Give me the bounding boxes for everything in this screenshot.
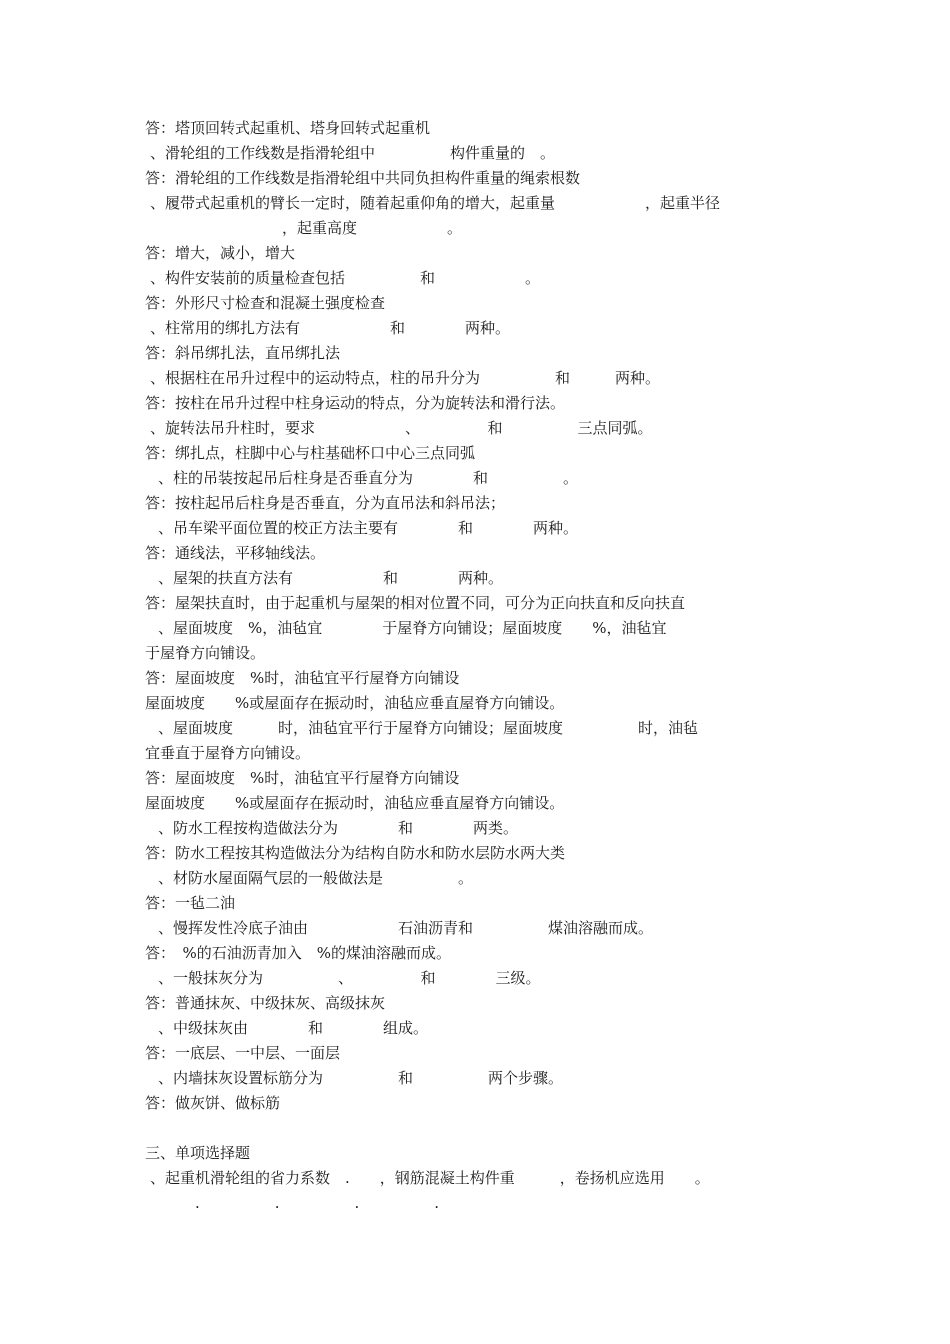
answer-line: 答：按柱在吊升过程中柱身运动的特点，分为旋转法和滑行法。	[145, 394, 566, 412]
question-line-continued: ，起重高度 。	[282, 219, 463, 237]
question-line-continued: 宜垂直于屋脊方向铺设。	[145, 744, 311, 762]
answer-line: 答：一底层、一中层、一面层	[145, 1044, 341, 1062]
answer-line: 答： %的石油沥青加入 %的煤油溶融而成。	[145, 944, 452, 962]
question-line: 、柱的吊装按起吊后柱身是否垂直分为 和 。	[158, 469, 579, 487]
answer-line: 答：滑轮组的工作线数是指滑轮组中共同负担构件重量的绳索根数	[145, 169, 581, 187]
answer-line: 答：防水工程按其构造做法分为结构自防水和防水层防水两大类	[145, 844, 566, 862]
question-line: 、内墙抹灰设置标筋分为 和 两个步骤。	[158, 1069, 564, 1087]
answer-line-continued: 屋面坡度 %或屋面存在振动时，油毡应垂直屋脊方向铺设。	[145, 794, 565, 812]
answer-line: 答：塔顶回转式起重机、塔身回转式起重机	[145, 119, 431, 137]
answer-line: 答：一毡二油	[145, 894, 236, 912]
answer-line: 答：屋架扶直时，由于起重机与屋架的相对位置不同，可分为正向扶直和反向扶直	[145, 594, 686, 612]
question-line: 、屋架的扶直方法有 和 两种。	[158, 569, 504, 587]
question-line: 、构件安装前的质量检查包括 和 。	[150, 269, 541, 287]
question-line: 、履带式起重机的臂长一定时，随着起重仰角的增大，起重量 ，起重半径	[150, 194, 721, 212]
question-line: 、材防水屋面隔气层的一般做法是 。	[158, 869, 474, 887]
answer-line: 答：屋面坡度 %时，油毡宜平行屋脊方向铺设	[145, 769, 460, 787]
answer-line-continued: 屋面坡度 %或屋面存在振动时，油毡应垂直屋脊方向铺设。	[145, 694, 565, 712]
answer-line: 答：做灰饼、做标筋	[145, 1094, 281, 1112]
answer-line: 答：绑扎点，柱脚中心与柱基础杯口中心三点同弧	[145, 444, 476, 462]
question-line: 、一般抹灰分为 、 和 三级。	[158, 969, 541, 987]
question-line: 、吊车梁平面位置的校正方法主要有 和 两种。	[158, 519, 579, 537]
answer-line: 答：通线法，平移轴线法。	[145, 544, 326, 562]
answer-line: 答：增大，减小，增大	[145, 244, 296, 262]
question-line: 、根据柱在吊升过程中的运动特点，柱的吊升分为 和 两种。	[150, 369, 661, 387]
option-markers: . . . .	[195, 1194, 440, 1212]
question-line: 、柱常用的绑扎方法有 和 两种。	[150, 319, 511, 337]
answer-line: 答：普通抹灰、中级抹灰、高级抹灰	[145, 994, 386, 1012]
question-line: 、起重机滑轮组的省力系数 . ，钢筋混凝土构件重 ，卷扬机应选用 。	[150, 1169, 710, 1187]
question-line: 、滑轮组的工作线数是指滑轮组中 构件重量的 。	[150, 144, 556, 162]
answer-line: 答：斜吊绑扎法，直吊绑扎法	[145, 344, 341, 362]
answer-line: 答：屋面坡度 %时，油毡宜平行屋脊方向铺设	[145, 669, 460, 687]
answer-line: 答：按柱起吊后柱身是否垂直，分为直吊法和斜吊法；	[145, 494, 506, 512]
section-heading: 三、单项选择题	[145, 1144, 251, 1162]
question-line: 、屋面坡度 %，油毡宜 于屋脊方向铺设；屋面坡度 %，油毡宜	[158, 619, 667, 637]
answer-line: 答：外形尺寸检查和混凝土强度检查	[145, 294, 386, 312]
question-line: 、防水工程按构造做法分为 和 两类。	[158, 819, 519, 837]
question-line: 、旋转法吊升柱时，要求 、 和 三点同弧。	[150, 419, 653, 437]
question-line-continued: 于屋脊方向铺设。	[145, 644, 266, 662]
question-line: 、屋面坡度 时，油毡宜平行于屋脊方向铺设；屋面坡度 时，油毡	[158, 719, 699, 737]
question-line: 、中级抹灰由 和 组成。	[158, 1019, 429, 1037]
question-line: 、慢挥发性冷底子油由 石油沥青和 煤油溶融而成。	[158, 919, 654, 937]
